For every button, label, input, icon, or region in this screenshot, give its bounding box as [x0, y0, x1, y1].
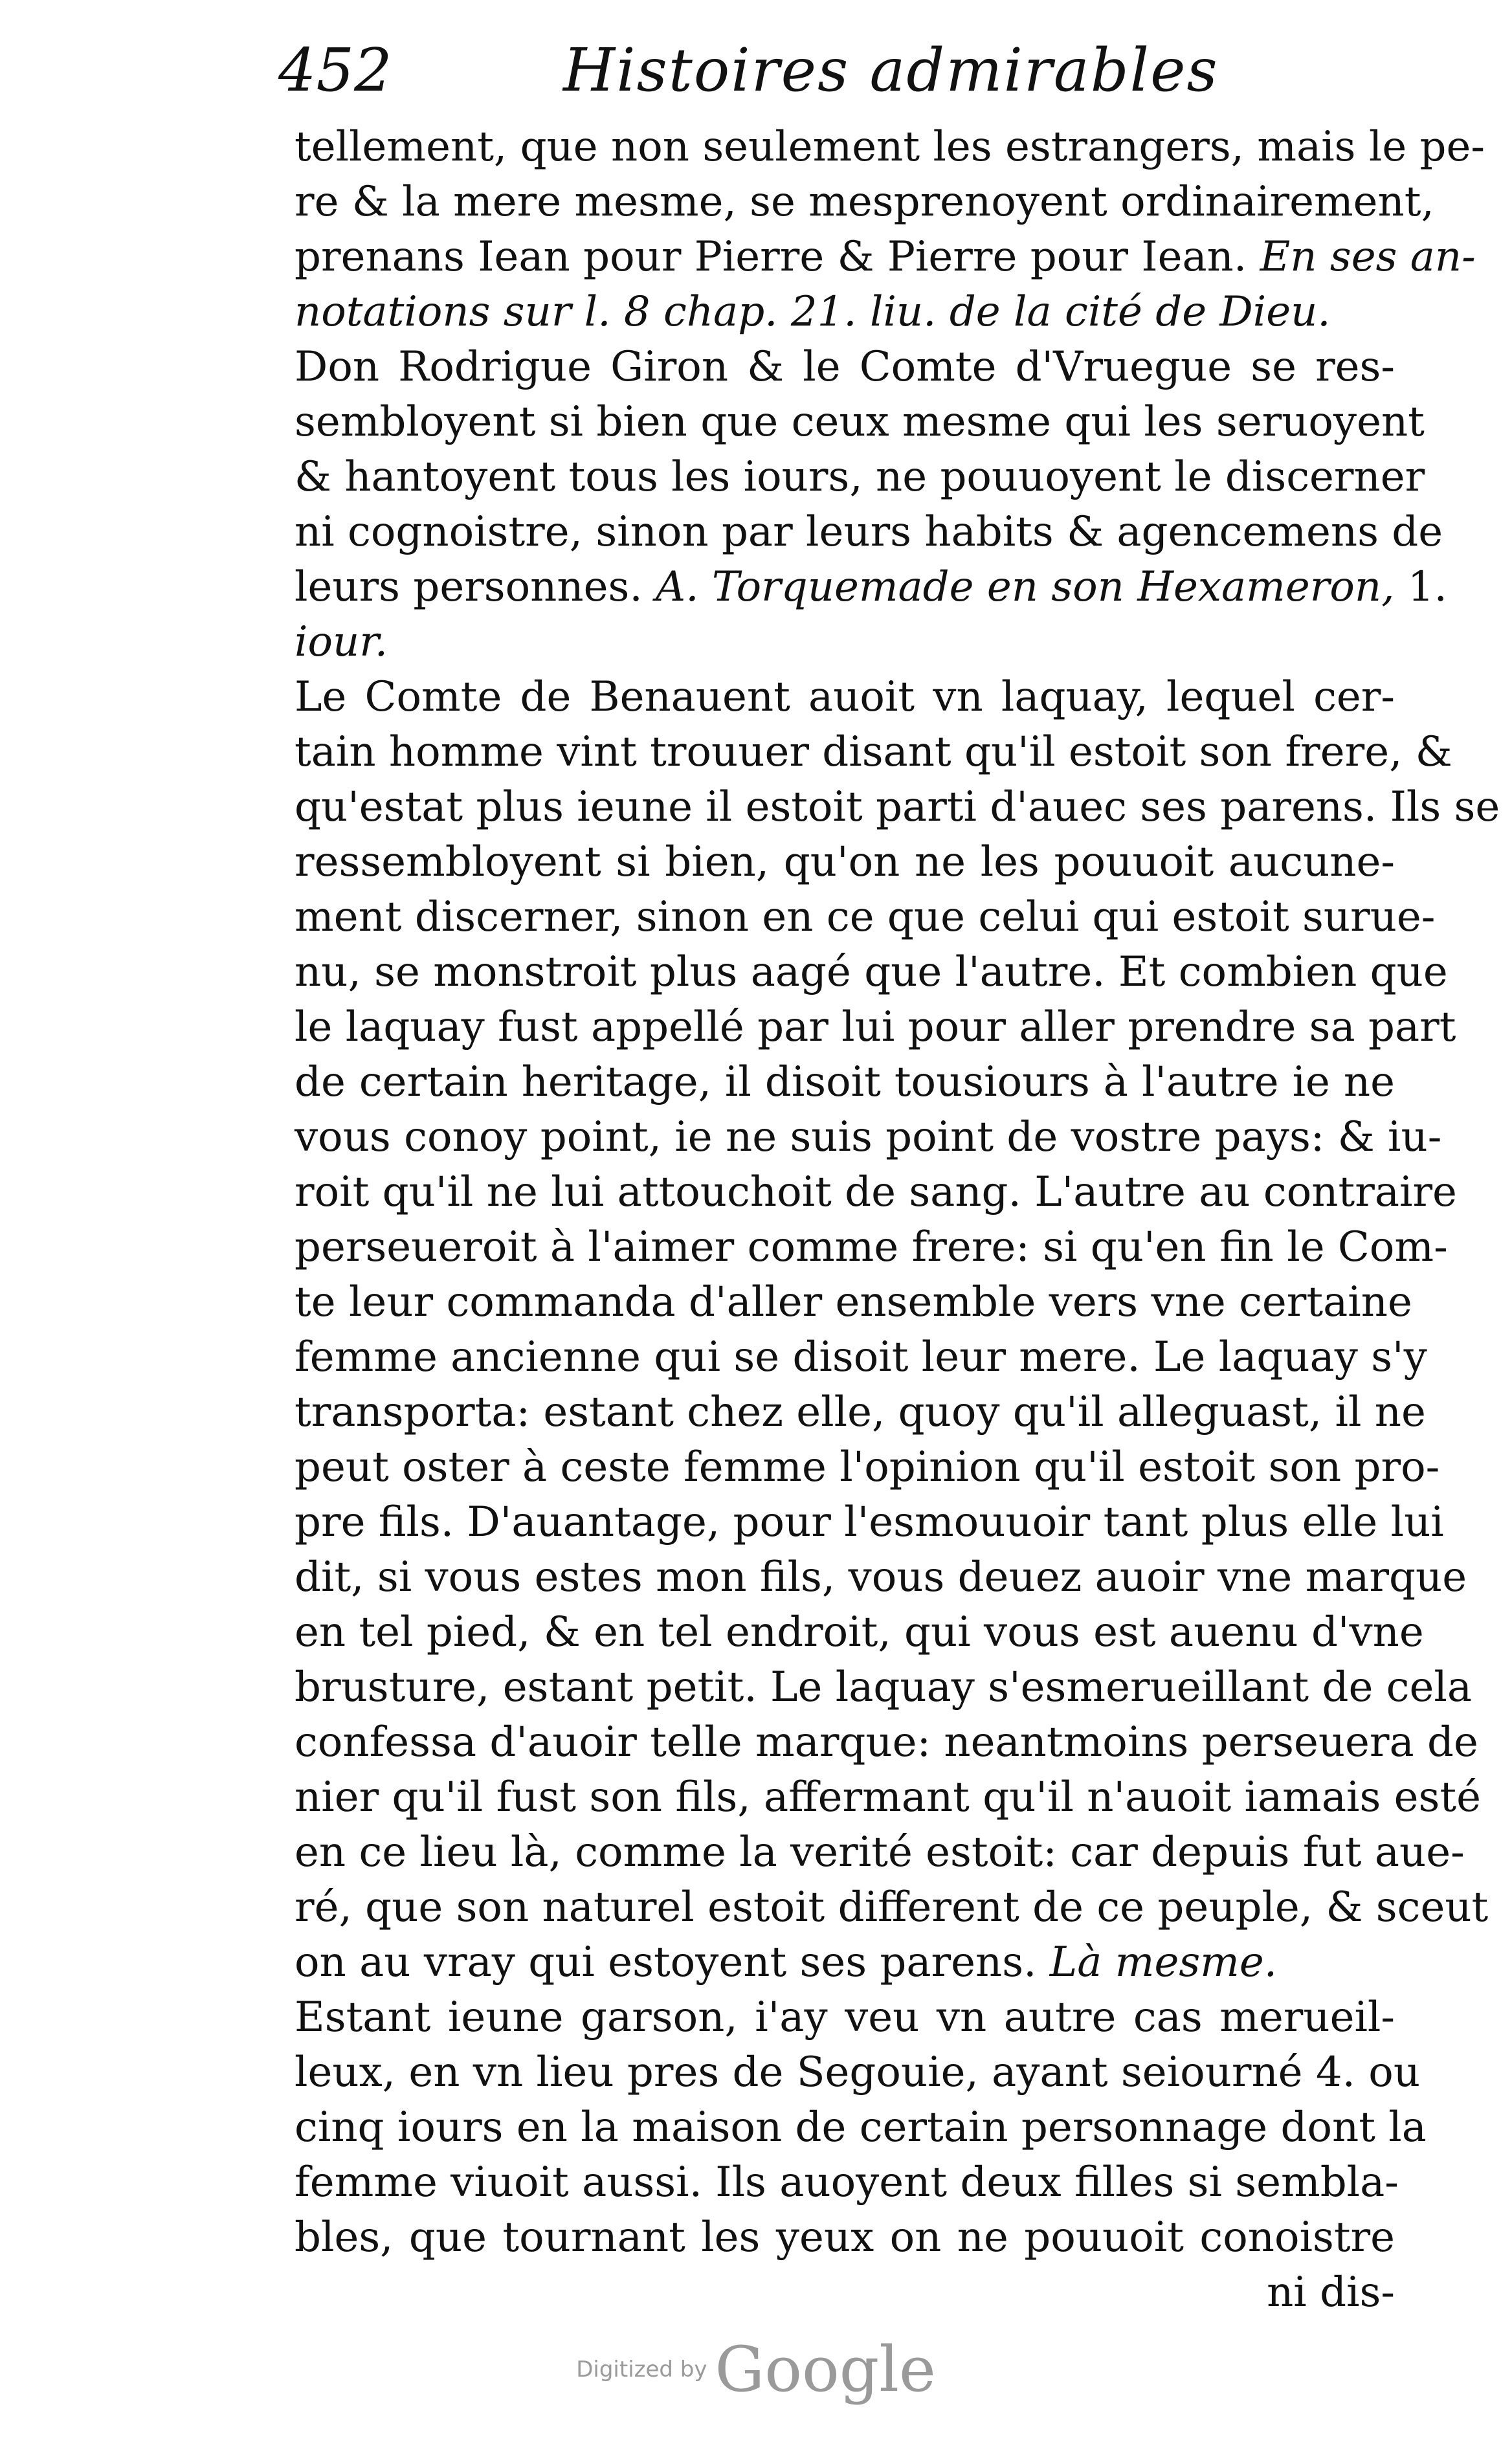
text-line	[295, 1055, 1395, 1110]
text-line	[295, 1000, 1456, 1055]
text-line	[295, 945, 1448, 1000]
text-line	[295, 175, 1434, 230]
line-text: ment discerner, sinon en ce que celui qui estoit surue-	[295, 893, 1436, 941]
line-text: te leur commanda d'aller ensemble vers vne certaine	[295, 1278, 1412, 1326]
line-text: peut oster à ceste femme l'opinion qu'il estoit son pro-	[295, 1443, 1440, 1491]
digitized-watermark	[0, 2333, 1512, 2406]
google-logo: Google	[715, 2333, 936, 2406]
line-text: tellement, que non seulement les estrangers, mais le pe-	[295, 123, 1485, 171]
text-line	[295, 1165, 1457, 1220]
line-text: nier qu'il fust son fils, affermant qu'il n'auoit iamais esté	[295, 1773, 1481, 1821]
text-line	[295, 560, 1447, 615]
line-text: sembloyent si bien que ceux mesme qui les seruoyent	[295, 398, 1425, 446]
text-line	[295, 2210, 1395, 2265]
text-line	[295, 780, 1500, 835]
page-number: 452	[278, 36, 392, 105]
line-text: ni dis-	[1267, 2269, 1395, 2316]
digitized-label: Digitized by	[576, 2357, 707, 2382]
text-line	[295, 1495, 1444, 1550]
line-text: femme viuoit aussi. Ils auoyent deux filles si sembla-	[295, 2159, 1399, 2206]
text-line	[295, 2100, 1427, 2155]
text-line	[295, 1110, 1442, 1165]
line-text: & hantoyent tous les iours, ne pouuoyent le discerner	[295, 453, 1425, 501]
text-line	[295, 725, 1452, 780]
line-text: Estant ieune garson, i'ay veu vn autre cas merueil-	[295, 1993, 1395, 2041]
line-text: bles, que tournant les yeux on ne pouuoit conoistre	[295, 2214, 1395, 2261]
line-text: cinq iours en la maison de certain personnage dont la	[295, 2103, 1427, 2151]
text-line	[295, 1990, 1395, 2045]
line-text: ré, que son naturel estoit different de ce peuple, & sceut	[295, 1883, 1489, 1931]
line-text: re & la mere mesme, se mesprenoyent ordinairement,	[295, 178, 1434, 226]
text-line	[295, 1715, 1478, 1770]
line-text: ni cognoistre, sinon par leurs habits & agencemens de	[295, 508, 1443, 556]
line-text: perseueroit à l'aimer comme frere: si qu'en fin le Com-	[295, 1223, 1448, 1271]
text-line	[295, 1605, 1424, 1660]
text-line	[295, 1825, 1465, 1880]
line-text: Don Rodrigue Giron & le Comte d'Vruegue se res-	[295, 343, 1395, 391]
text-line	[295, 1385, 1426, 1440]
line-text: confessa d'auoir telle marque: neantmoins perseuera de	[295, 1718, 1478, 1766]
line-text: brusture, estant petit. Le laquay s'esmerueillant de cela	[295, 1663, 1472, 1711]
text-line	[295, 340, 1395, 395]
text-line	[295, 1935, 1395, 1990]
citation-text: notations sur l. 8 chap. 21. liu. de la cité de Dieu.	[295, 288, 1331, 336]
line-text: en ce lieu là, comme la verité estoit: car depuis fut aue-	[295, 1828, 1465, 1876]
line-text: Le Comte de Benauent auoit vn laquay, lequel cer-	[295, 673, 1395, 721]
text-line	[295, 1880, 1489, 1935]
text-line	[295, 835, 1395, 890]
citation-text: iour.	[295, 618, 388, 666]
text-line	[295, 670, 1395, 725]
text-line	[295, 1550, 1467, 1605]
text-line	[295, 1275, 1412, 1330]
text-line	[295, 1660, 1472, 1715]
line-text: transporta: estant chez elle, quoy qu'il alleguast, il ne	[295, 1388, 1426, 1436]
page-header	[278, 36, 1405, 126]
line-text: dit, si vous estes mon fils, vous deuez auoir vne marque	[295, 1553, 1467, 1601]
text-line	[295, 505, 1443, 560]
text-line	[295, 1770, 1481, 1825]
line-text: on au vray qui estoyent ses parens.	[295, 1938, 1050, 1986]
text-line	[295, 2045, 1421, 2100]
line-text: de certain heritage, il disoit tousiours à l'autre ie ne	[295, 1058, 1395, 1106]
line-text: le laquay fust appellé par lui pour aller prendre sa part	[295, 1003, 1456, 1051]
text-line	[295, 1330, 1427, 1385]
text-line	[295, 615, 1395, 670]
line-text: nu, se monstroit plus aagé que l'autre. Et combien que	[295, 948, 1448, 996]
citation-text: En ses an-	[1260, 233, 1476, 281]
line-text: qu'estat plus ieune il estoit parti d'auec ses parens. Ils se	[295, 783, 1500, 831]
text-line	[295, 395, 1425, 450]
line-text: leurs personnes.	[295, 563, 656, 611]
line-text: leux, en vn lieu pres de Segouie, ayant seiourné 4. ou	[295, 2048, 1421, 2096]
text-line	[295, 1440, 1440, 1495]
body-text	[295, 120, 1500, 2320]
text-line	[295, 230, 1476, 285]
line-text: tain homme vint trouuer disant qu'il estoit son frere, &	[295, 728, 1452, 776]
text-line	[295, 285, 1395, 340]
line-tail: 1.	[1394, 563, 1447, 611]
text-line	[295, 450, 1425, 505]
line-text: pre fils. D'auantage, pour l'esmouuoir tant plus elle lui	[295, 1498, 1444, 1546]
line-text: femme ancienne qui se disoit leur mere. Le laquay s'y	[295, 1333, 1427, 1381]
line-text: ressembloyent si bien, qu'on ne les pouuoit aucune-	[295, 838, 1395, 886]
text-line	[295, 890, 1436, 945]
text-line	[295, 120, 1485, 175]
running-title: Histoires admirables	[563, 36, 1219, 105]
citation-text: Là mesme.	[1049, 1938, 1278, 1986]
line-text: prenans Iean pour Pierre & Pierre pour Iean.	[295, 233, 1260, 281]
citation-text: A. Torquemade en son Hexameron,	[656, 563, 1395, 611]
line-text: en tel pied, & en tel endroit, qui vous est auenu d'vne	[295, 1608, 1424, 1656]
text-line	[295, 2155, 1399, 2210]
line-text: vous conoy point, ie ne suis point de vostre pays: & iu-	[295, 1113, 1442, 1161]
text-line	[295, 2265, 1395, 2320]
line-text: roit qu'il ne lui attouchoit de sang. L'autre au contraire	[295, 1168, 1457, 1216]
text-line	[295, 1220, 1448, 1275]
